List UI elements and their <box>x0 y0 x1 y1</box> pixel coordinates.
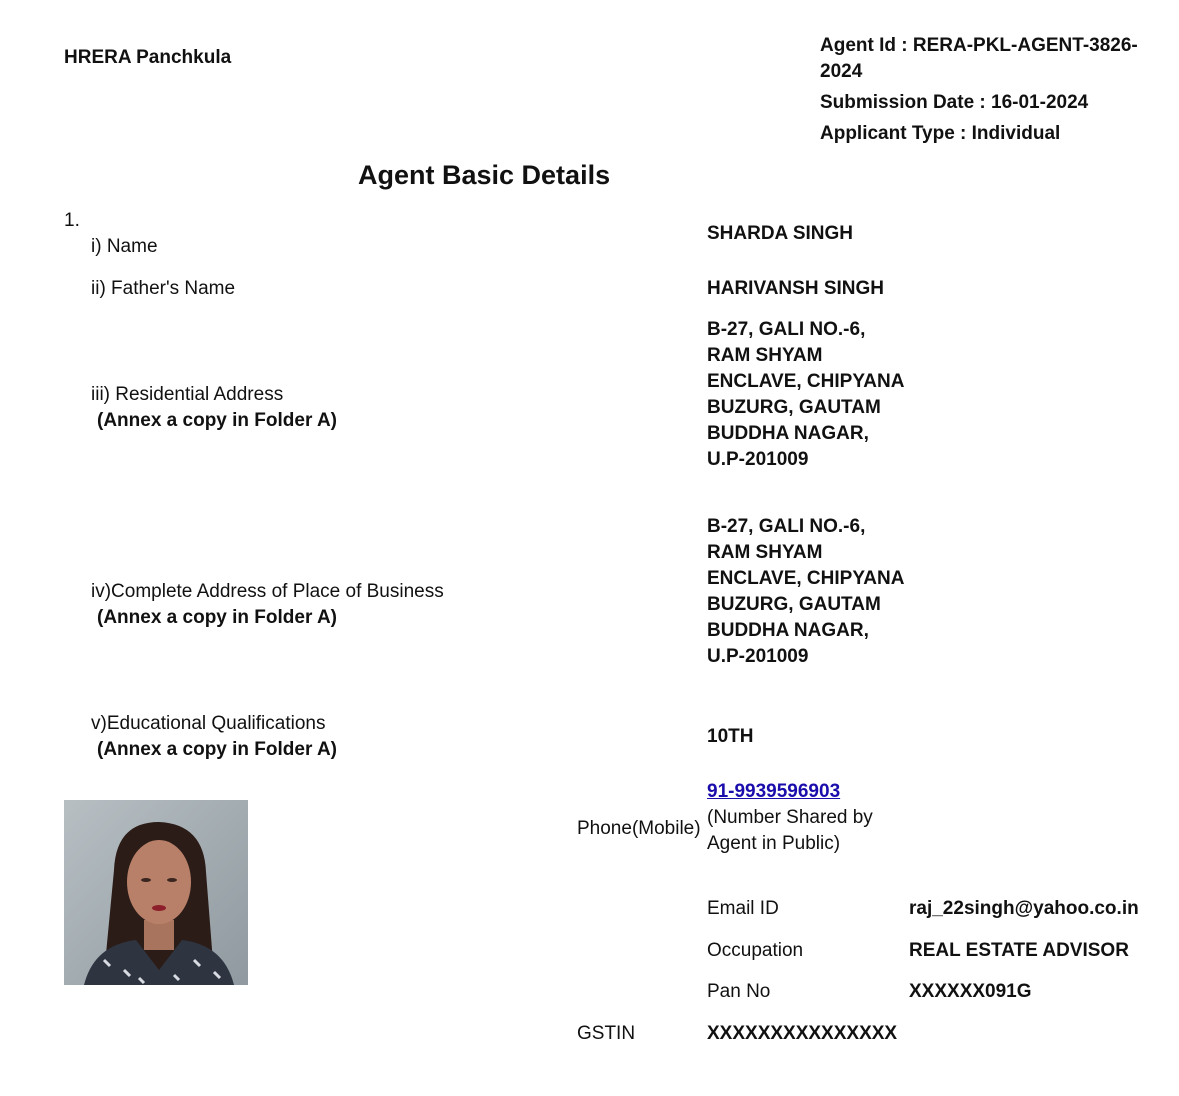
father-name-value: HARIVANSH SINGH <box>707 278 884 299</box>
business-address-label: iv)Complete Address of Place of Business <box>91 581 444 602</box>
organization-name: HRERA Panchkula <box>64 47 232 68</box>
gstin-label: GSTIN <box>577 1023 636 1044</box>
phone-label: Phone(Mobile) <box>577 818 701 839</box>
phone-note: (Number Shared by Agent in Public) <box>707 807 873 854</box>
section-number: 1. <box>64 210 80 231</box>
name-value: SHARDA SINGH <box>707 223 854 244</box>
page-title: Agent Basic Details <box>358 160 611 190</box>
education-value: 10TH <box>707 726 754 747</box>
residential-address-note: (Annex a copy in Folder A) <box>97 410 337 431</box>
submission-date: Submission Date : 16-01-2024 <box>820 92 1089 113</box>
name-label: i) Name <box>91 236 158 257</box>
header-meta <box>820 33 1140 152</box>
business-address-note: (Annex a copy in Folder A) <box>97 607 337 628</box>
email-label: Email ID <box>707 898 779 919</box>
pan-label: Pan No <box>707 981 771 1002</box>
occupation-label: Occupation <box>707 940 804 961</box>
agent-photo-image <box>64 800 248 985</box>
education-label: v)Educational Qualifications <box>91 713 326 734</box>
phone-block <box>707 779 907 857</box>
applicant-type: Applicant Type : Individual <box>820 123 1061 144</box>
gstin-value: XXXXXXXXXXXXXXX <box>707 1023 898 1044</box>
email-value: raj_22singh@yahoo.co.in <box>909 898 1139 919</box>
phone-link[interactable]: 91-9939596903 <box>707 781 841 802</box>
agent-id: Agent Id : RERA-PKL-AGENT-3826-2024 <box>820 35 1138 82</box>
occupation-value: REAL ESTATE ADVISOR <box>909 940 1129 961</box>
father-name-label: ii) Father's Name <box>91 278 236 299</box>
business-address-label-block <box>91 579 444 631</box>
agent-photo <box>64 800 248 985</box>
residential-address-label-block <box>91 382 337 434</box>
education-note: (Annex a copy in Folder A) <box>97 739 337 760</box>
pan-value: XXXXXX091G <box>909 981 1032 1002</box>
residential-address-value: B-27, GALI NO.-6, RAM SHYAM ENCLAVE, CHIPYANA BUZURG, GAUTAM BUDDHA NAGAR, U.P-201009 <box>707 319 904 470</box>
business-address-value: B-27, GALI NO.-6, RAM SHYAM ENCLAVE, CHIPYANA BUZURG, GAUTAM BUDDHA NAGAR, U.P-201009 <box>707 516 904 667</box>
education-label-block <box>91 711 337 763</box>
residential-address-label: iii) Residential Address <box>91 384 284 405</box>
